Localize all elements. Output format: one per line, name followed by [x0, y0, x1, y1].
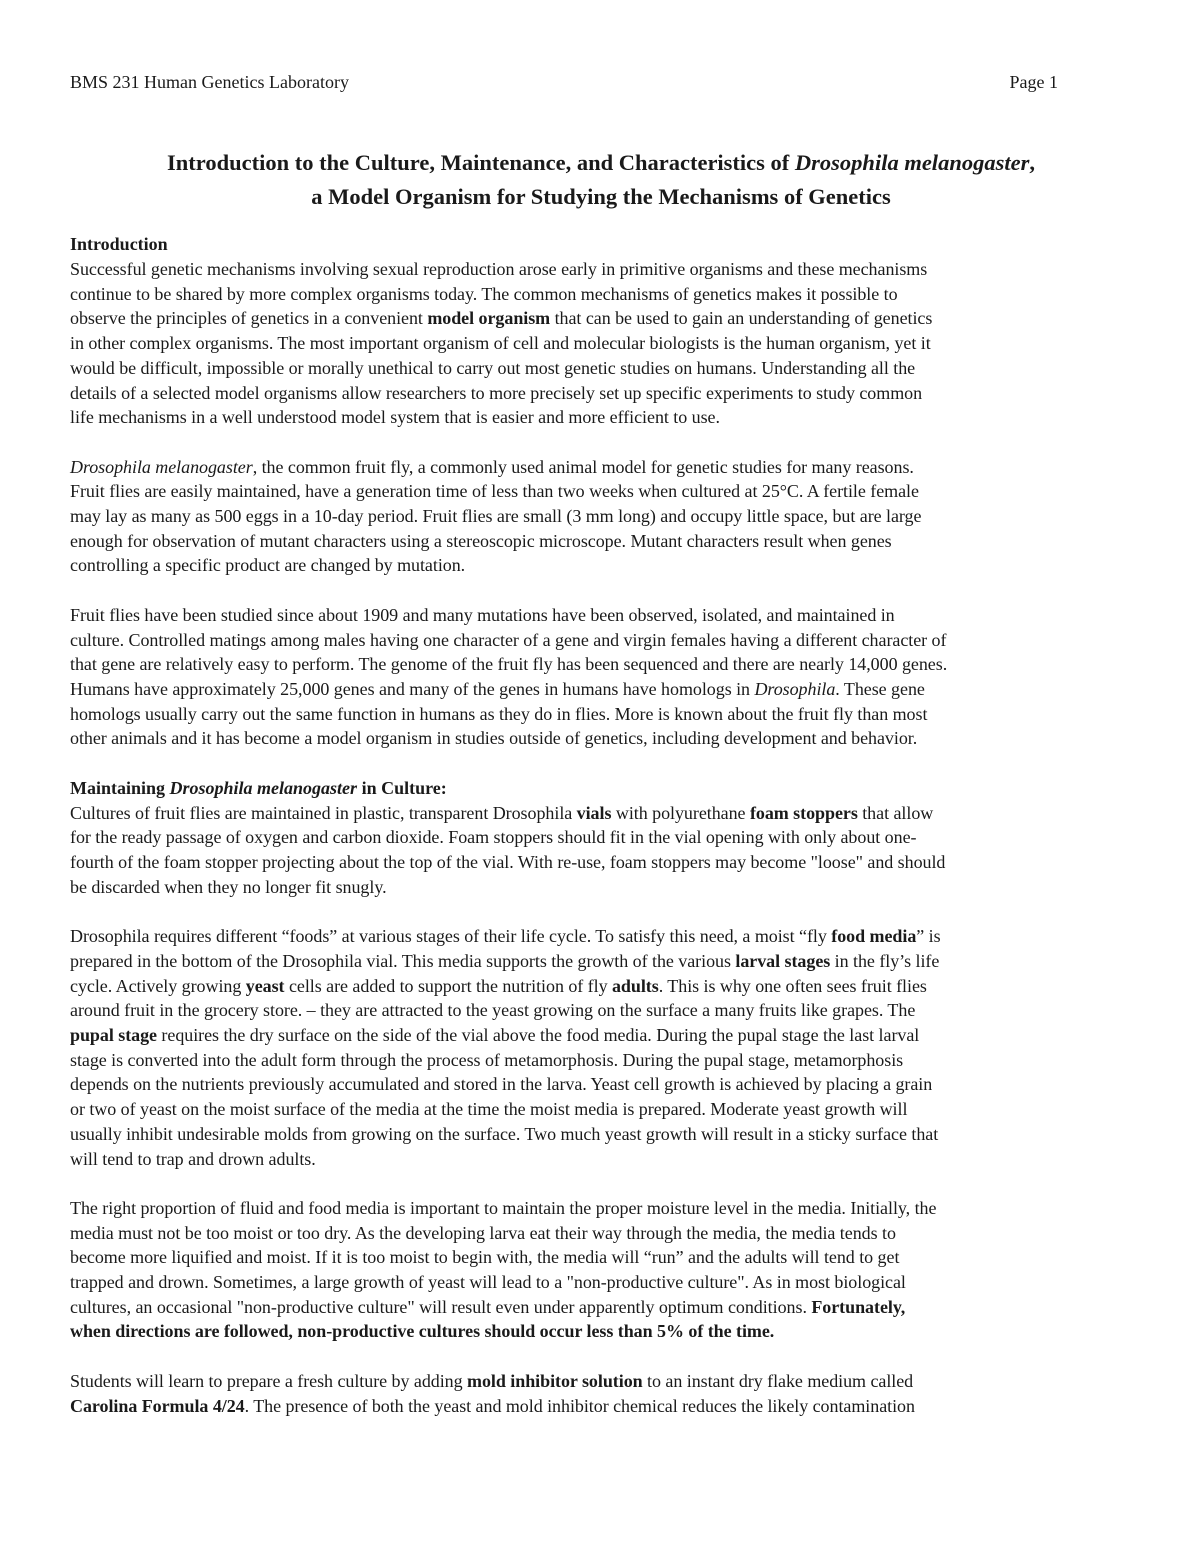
title-line-1: Introduction to the Culture, Maintenance, and Characteristics of Drosophila melanogaster,: [167, 150, 1035, 175]
running-header: [70, 70, 1132, 94]
section-heading-introduction: Introduction: [70, 234, 168, 254]
course-name: BMS 231 Human Genetics Laboratory: [70, 72, 349, 92]
paragraph: Successful genetic mechanisms involving sexual reproduction arose early in primitive organisms and these mechanisms continue to be shared by more complex organisms today. The common mechanisms of genetics makes it possible to observe the principles of genetics in a convenient model organism that can be used to gain an understanding of genetics in other complex organisms. The most important organism of cell and molecular biologists is the human organism, yet it would be difficult, impossible or morally unethical to carry out most genetic studies on humans. Understanding all the details of a selected model organisms allow researchers to more precisely set up specific experiments to study common life mechanisms in a well understood model system that is easier and more efficient to use.: [70, 259, 933, 428]
species-name: Drosophila melanogaster: [70, 456, 253, 477]
term-pupal-stage: pupal stage: [70, 1025, 157, 1046]
emphasis-success-rate: when directions are followed, non-productive cultures should occur less than 5% of the time.: [70, 1321, 775, 1342]
species-name: Drosophila melanogaster: [794, 150, 1030, 175]
paragraph: Drosophila requires different “foods” at various stages of their life cycle. To satisfy this need, a moist “fly food media” is prepared in the bottom of the Drosophila vial. This media supports the growth of the various larval stages in the fly’s life cycle. Actively growing yeast cells are added to support the nutrition of fly adults. This is why one often sees fruit flies around fruit in the grocery store. – they are attracted to the yeast growing on the surface a many fruits like grapes. The pupal stage requires the dry surface on the side of the vial above the food media. During the pupal stage the last larval stage is converted into the adult form through the process of metamorphosis. During the pupal stage, metamorphosis depends on the nutrients previously accumulated and stored in the larva. Yeast cell growth is achieved by placing a grain or two of yeast on the moist surface of the media at the time the moist media is prepared. Moderate yeast growth will usually inhibit undesirable molds from growing on the surface. Two much yeast growth will result in a sticky surface that will tend to trap and drown adults.: [70, 926, 941, 1169]
introduction-section: [70, 232, 1132, 776]
title-line-2: a Model Organism for Studying the Mechanisms of Genetics: [311, 184, 891, 209]
page-number: Page 1: [1009, 72, 1058, 92]
paragraph: Drosophila melanogaster, the common fruit fly, a commonly used animal model for genetic studies for many reasons. Fruit flies are easily maintained, have a generation time of less than two weeks when cultured at 25°C. A fertile female may lay as many as 500 eggs in a 10-day period. Fruit flies are small (3 mm long) and occupy little space, but are large enough for observation of mutant characters using a stereoscopic microscope. Mutant characters result when genes controlling a specific product are changed by mutation.: [70, 456, 922, 576]
term-foam-stoppers: foam stoppers: [749, 802, 858, 823]
paragraph: Students will learn to prepare a fresh culture by adding mold inhibitor solution to an instant dry flake medium called Carolina Formula 4/24. The presence of both the yeast and mold inhibitor chemical reduces the likely contamination: [70, 1370, 915, 1416]
paragraph: Cultures of fruit flies are maintained in plastic, transparent Drosophila vials with polyurethane foam stoppers that allow for the ready passage of oxygen and carbon dioxide. Foam stoppers should fit in the vial opening with only about one- fourth of the foam stopper projecting about the top of the vial. With re-use, foam stoppers may become "loose" and should be discarded when they no longer fit snugly.: [70, 802, 946, 897]
document-page: [70, 70, 1132, 1418]
term-food-media: food media: [831, 926, 917, 947]
term-model-organism: model organism: [427, 308, 551, 329]
paragraph: Fruit flies have been studied since about 1909 and many mutations have been observed, isolated, and maintained in culture. Controlled matings among males having one character of a gene and virgin females having a different character of that gene are relatively easy to perform. The genome of the fruit fly has been sequenced and there are nearly 14,000 genes. Humans have approximately 25,000 genes and many of the genes in humans have homologs in Drosophila. These gene homologs usually carry out the same function in humans as they do in flies. More is known about the fruit fly than most other animals and it has become a model organism in studies outside of genetics, including development and behavior.: [70, 604, 948, 749]
term-yeast: yeast: [245, 975, 285, 996]
emphasis-fortunately: Fortunately,: [811, 1296, 906, 1317]
document-title: [70, 146, 1132, 214]
section-heading-maintaining: Maintaining Drosophila melanogaster in Culture:: [70, 777, 447, 798]
term-vials: vials: [576, 802, 612, 823]
term-carolina-formula: Carolina Formula 4/24: [70, 1395, 245, 1416]
paragraph: The right proportion of fluid and food media is important to maintain the proper moisture level in the media. Initially, the media must not be too moist or too dry. As the developing larva eat their way through the media, the media tends to become more liquified and moist. If it is too moist to begin with, the media will “run” and the adults will tend to get trapped and drown. Sometimes, a large growth of yeast will lead to a "non-productive culture". As in most biological cultures, an occasional "non-productive culture" will result even under apparently optimum conditions. Fortunately, when directions are followed, non-productive cultures should occur less than 5% of the time.: [70, 1197, 937, 1342]
term-larval-stages: larval stages: [735, 950, 831, 971]
term-adults: adults: [611, 975, 659, 996]
genus-name: Drosophila: [754, 678, 836, 699]
term-mold-inhibitor: mold inhibitor solution: [467, 1370, 643, 1391]
maintaining-section: [70, 776, 1132, 1419]
